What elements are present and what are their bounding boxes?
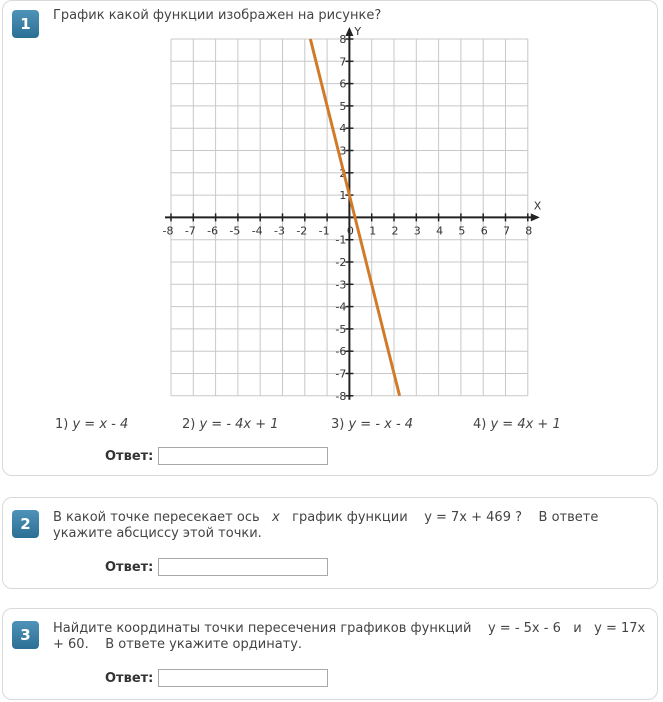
- x-tick-label: -1: [318, 224, 330, 238]
- answer-label: Ответ:: [105, 670, 154, 686]
- option-2: [182, 417, 279, 432]
- y-tick-label: 5: [339, 99, 347, 113]
- y-tick-label: 1: [339, 189, 347, 203]
- text-fragment: и: [573, 621, 582, 636]
- variable: x: [272, 510, 280, 525]
- y-tick-label: -4: [335, 300, 347, 314]
- x-tick-label: 2: [391, 224, 399, 238]
- x-tick-label: 3: [413, 224, 421, 238]
- text-fragment: В какой точке пересекает ось: [53, 510, 260, 525]
- option-formula: y = - 4x + 1: [199, 417, 279, 432]
- x-tick-label: -7: [184, 224, 196, 238]
- question-card-2: [2, 497, 658, 589]
- y-tick-label: -8: [335, 389, 347, 403]
- y-tick-label: 3: [339, 144, 347, 158]
- question-card-3: [2, 608, 658, 700]
- x-tick-label: 0: [346, 224, 354, 238]
- y-tick-label: -2: [335, 256, 347, 269]
- question-line-1: [53, 621, 653, 637]
- option-formula: y = x - 4: [72, 417, 129, 432]
- y-tick-label: -7: [335, 367, 347, 381]
- x-tick-label: 4: [436, 224, 444, 238]
- question-card-1: [2, 0, 658, 476]
- x-tick-label: -8: [163, 224, 174, 238]
- y-tick-label: 7: [339, 55, 347, 69]
- y-tick-label: -5: [335, 322, 347, 336]
- x-tick-label: 6: [480, 224, 488, 238]
- x-axis-label: X: [533, 199, 542, 213]
- question-line-2: укажите абсциссу этой точки.: [53, 526, 262, 541]
- option-number: 1): [55, 417, 69, 432]
- y-tick-label: -1: [335, 233, 347, 247]
- x-tick-label: -5: [229, 224, 241, 238]
- x-tick-label: 8: [525, 224, 533, 238]
- question-number-badge: 1: [12, 10, 39, 38]
- option-formula: y = 4x + 1: [490, 417, 561, 432]
- y-tick-label: 6: [339, 77, 347, 91]
- question-text: [53, 621, 653, 653]
- answer-row: [105, 447, 328, 465]
- x-tick-label: 7: [503, 224, 510, 238]
- x-tick-label: -4: [251, 224, 263, 238]
- text-fragment: + 60.: [53, 637, 89, 652]
- x-tick-label: 5: [458, 224, 466, 238]
- y-axis-label: Y: [354, 25, 362, 38]
- answer-input[interactable]: [158, 558, 328, 576]
- x-axis-arrow-icon: [531, 213, 540, 221]
- answer-input[interactable]: [158, 447, 328, 465]
- y-tick-label: 8: [339, 33, 347, 46]
- y-tick-label: 2: [339, 166, 347, 180]
- y-axis-arrow-icon: [345, 27, 353, 36]
- function-graph: [163, 25, 543, 415]
- text-fragment: В ответе: [538, 510, 599, 525]
- question-text: График какой функции изображен на рисунке?: [53, 8, 382, 23]
- formula: y = - 5x - 6: [487, 621, 561, 636]
- answer-row: [105, 558, 328, 576]
- y-tick-label: -3: [335, 278, 347, 292]
- answer-input[interactable]: [158, 669, 328, 687]
- x-tick-label: 1: [369, 224, 377, 238]
- answer-label: Ответ:: [105, 559, 154, 575]
- formula: y = 17x: [594, 621, 646, 636]
- x-tick-label: -6: [207, 224, 219, 238]
- text-fragment: В ответе укажите ординату.: [105, 637, 303, 652]
- answer-label: Ответ:: [105, 448, 154, 464]
- question-line-1: [53, 510, 598, 526]
- question-number-badge: 3: [12, 621, 39, 649]
- y-tick-label: -6: [335, 345, 347, 359]
- option-formula: y = - x - 4: [348, 417, 414, 432]
- option-3: [331, 417, 413, 432]
- y-tick-label: 4: [339, 122, 347, 136]
- option-number: 3): [331, 417, 345, 432]
- question-text: [53, 510, 598, 542]
- text-fragment: график функции: [292, 510, 408, 525]
- option-number: 4): [473, 417, 487, 432]
- question-line-2: [53, 637, 653, 653]
- option-4: [473, 417, 561, 432]
- x-tick-label: -3: [274, 224, 285, 238]
- question-number-badge: 2: [12, 510, 39, 538]
- text-fragment: Найдите координаты точки пересечения графиков функций: [53, 621, 472, 636]
- formula: y = 7x + 469 ?: [424, 510, 523, 525]
- x-tick-label: -2: [296, 224, 308, 238]
- option-1: [55, 417, 128, 432]
- answer-row: [105, 669, 328, 687]
- option-number: 2): [182, 417, 196, 432]
